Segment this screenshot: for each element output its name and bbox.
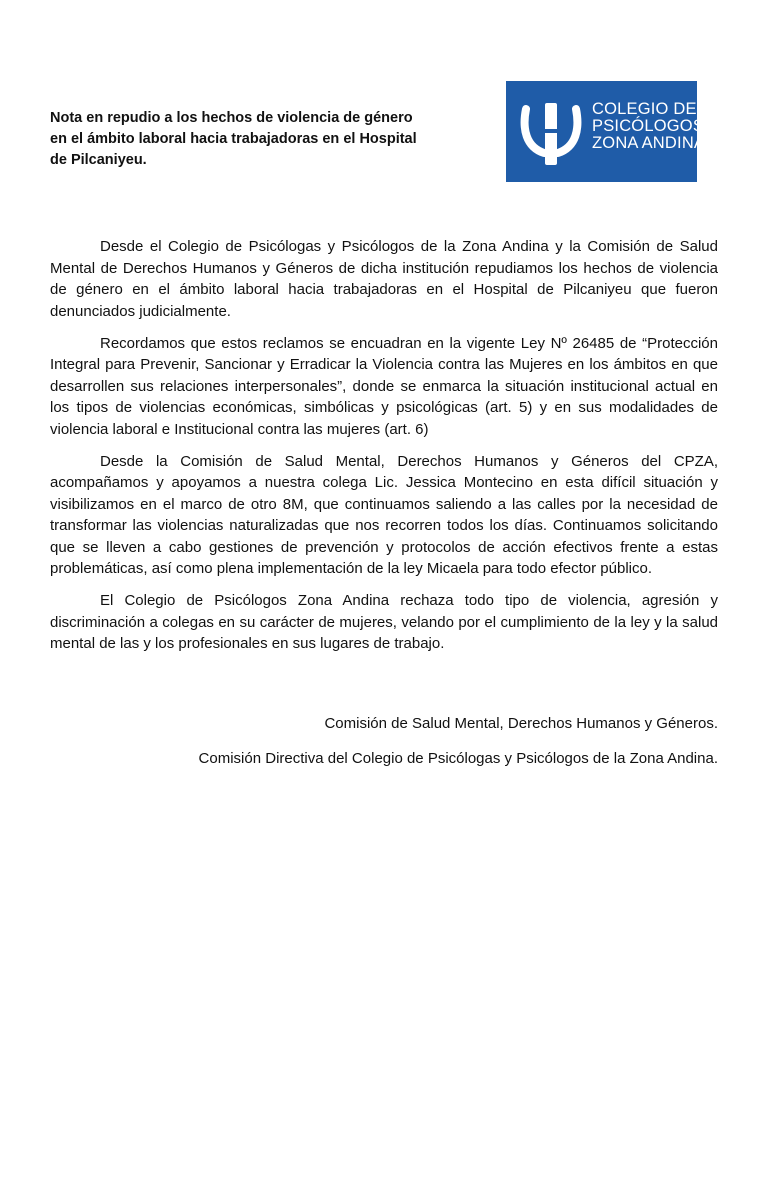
body-paragraph: Desde el Colegio de Psicólogas y Psicólogos de la Zona Andina y la Comisión de Salud Mental de Derechos Humanos y Géneros de dicha institución repudiamos los hechos de violencia de género en el ámbito laboral hacia trabajadoras en el Hospital de Pilcaniyeu que fueron denunciados judicialmente.: [50, 238, 718, 320]
signature-commission: Comisión de Salud Mental, Derechos Humanos y Géneros.: [324, 715, 718, 732]
document-body: [50, 236, 718, 665]
logo-line-3: ZONA ANDINA: [592, 134, 706, 152]
logo-line-2: PSICÓLOGOS: [592, 117, 705, 135]
logo-line-1: COLEGIO DE: [592, 100, 697, 118]
body-paragraph: Desde la Comisión de Salud Mental, Derechos Humanos y Géneros del CPZA, acompañamos y apoyamos a nuestra colega Lic. Jessica Montecino en esta difícil situación y visibilizamos en el marco de otro 8M, que continuamos saliendo a las calles por la necesidad de transformar las violencias naturalizadas que nos recorren todos los días. Continuamos solicitando que se lleven a cabo gestiones de prevención y protocolos de acción efectivos frente a estas problemáticas, así como plena implementación de la ley Micaela para todo efector público.: [50, 452, 718, 577]
signature-board: Comisión Directiva del Colegio de Psicólogas y Psicólogos de la Zona Andina.: [198, 750, 718, 767]
logo-text: [592, 101, 705, 152]
colegio-logo: [506, 81, 706, 182]
body-paragraph: Recordamos que estos reclamos se encuadran en la vigente Ley Nº 26485 de “Protección Integral para Prevenir, Sancionar y Erradicar la Violencia contra las Mujeres en los ámbitos en que desarrollen sus relaciones interpersonales”, donde se enmarca la situación institucional actual en los tipos de violencias económicas, simbólicas y psicológicas (art. 5) y en sus modalidades de violencia laboral e Institucional contra las mujeres (art. 6): [50, 334, 718, 438]
body-paragraph: El Colegio de Psicólogos Zona Andina rechaza todo tipo de violencia, agresión y discriminación a colegas en su carácter de mujeres, velando por el cumplimiento de la ley y la salud mental de las y los profesionales en sus lugares de trabajo.: [50, 592, 718, 652]
document-title: Nota en repudio a los hechos de violencia de género en el ámbito laboral hacia trabajadoras en el Hospital de Pilcaniyeu.: [50, 110, 417, 168]
psi-icon: [518, 99, 584, 165]
